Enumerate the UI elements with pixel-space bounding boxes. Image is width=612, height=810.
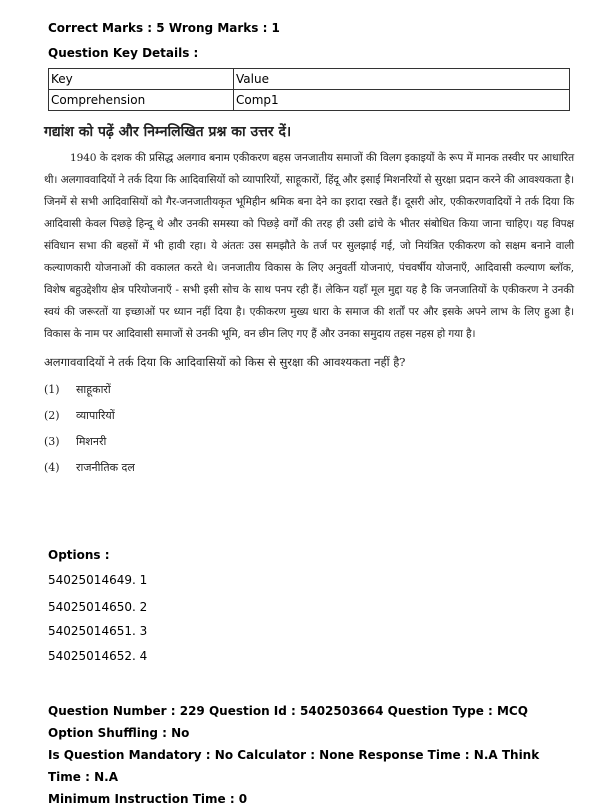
- question-metadata: [48, 700, 572, 810]
- key-details-title: Question Key Details :: [48, 46, 199, 60]
- table-cell-value: Comp1: [234, 90, 570, 111]
- footer-line: Minimum Instruction Time : 0: [48, 792, 248, 806]
- table-row: [49, 90, 570, 111]
- choice-text: राजनीतिक दल: [76, 460, 135, 474]
- passage-paragraph: 1940 के दशक की प्रसिद्ध अलगाव बनाम एकीकरण बहस जनजातीय समाजों की विलग इकाइयों के रूप में मानक तस्वीर पर आधारित थी। अलगाववादियों ने तर्क दिया कि आदिवासियों को व्यापारियों, साहूकारों, हिंदू और इसाई मिशनरियों से सुरक्षा प्रदान करने की आवश्यकता है। जिनमें से सभी आदिवासियों को गैर-जनजातीयकृत भूमिहीन श्रमिक बना देने का इरादा रखते हैं। दूसरी ओर, एकीकरणवादियों ने तर्क दिया कि आदिवासी केवल पिछड़े हिन्दू थे और उनकी समस्या को पिछड़े वर्गों की तरह ही उसी ढांचे के भीतर संबोधित किया जाना चाहिए। यह विपक्ष संविधान सभा की बहसों में भी हावी रहा। ये अंततः उस समझौते के तर्ज पर सुलझाई गई, जो नियंत्रित एकीकरण को सक्षम बनाने वाली कल्याणकारी योजनाओं की वकालत करते थे। जनजातीय विकास के लिए अनुवर्ती योजनाएं, पंचवर्षीय योजनाएँ, आदिवासी कल्याण ब्लॉक, विशेष बहुउद्देशीय क्षेत्र परियोजनाएँ - सभी इसी सोच के साथ पनप रही हैं। लेकिन यहाँ मूल मुद्दा यह है कि जनजातियों के एकीकरण ने उनकी स्वयं की जरूरतों या इच्छाओं पर ध्यान नहीं दिया है। एकीकरण मुख्य धारा के समाज की शर्तों पर और इसके अपने लाभ के लिए हुआ है। विकास के नाम पर आदिवासी समाजों से उनकी भूमि, वन छीन लिए गए हैं और उनका समुदाय तहस नहस हो गया है।: [44, 152, 574, 340]
- choice-number: (4): [44, 460, 60, 474]
- choice-item: [44, 454, 574, 480]
- choice-item: [44, 428, 574, 454]
- passage-image: [44, 122, 574, 480]
- marks-line: Correct Marks : 5 Wrong Marks : 1: [48, 21, 280, 35]
- options-label: Options :: [48, 548, 110, 562]
- choice-text: साहूकारों: [76, 382, 111, 396]
- choice-number: (2): [44, 408, 60, 422]
- key-details-table: [48, 68, 570, 111]
- choice-text: व्यापारियों: [76, 408, 115, 422]
- table-header-value: Value: [234, 69, 570, 90]
- table-cell-key: Comprehension: [49, 90, 234, 111]
- option-item: 54025014650. 2: [48, 600, 148, 614]
- choice-item: [44, 376, 574, 402]
- choice-number: (1): [44, 382, 60, 396]
- option-item: 54025014651. 3: [48, 624, 148, 638]
- option-item: 54025014652. 4: [48, 649, 148, 663]
- choice-item: [44, 402, 574, 428]
- choice-text: मिशनरी: [76, 434, 107, 448]
- passage-heading: गद्यांश को पढ़ें और निम्नलिखित प्रश्न का उत्तर दें।: [44, 124, 292, 140]
- choice-number: (3): [44, 434, 60, 448]
- footer-line: Is Question Mandatory : No Calculator : None Response Time : N.A Think Time : N.A: [48, 748, 540, 784]
- footer-line: Question Number : 229 Question Id : 5402503664 Question Type : MCQ Option Shuffling : No: [48, 704, 528, 740]
- question-text: अलगाववादियों ने तर्क दिया कि आदिवासियों को किस से सुरक्षा की आवश्यकता नहीं है?: [44, 355, 406, 369]
- option-item: 54025014649. 1: [48, 573, 148, 587]
- table-header-key: Key: [49, 69, 234, 90]
- table-header-row: [49, 69, 570, 90]
